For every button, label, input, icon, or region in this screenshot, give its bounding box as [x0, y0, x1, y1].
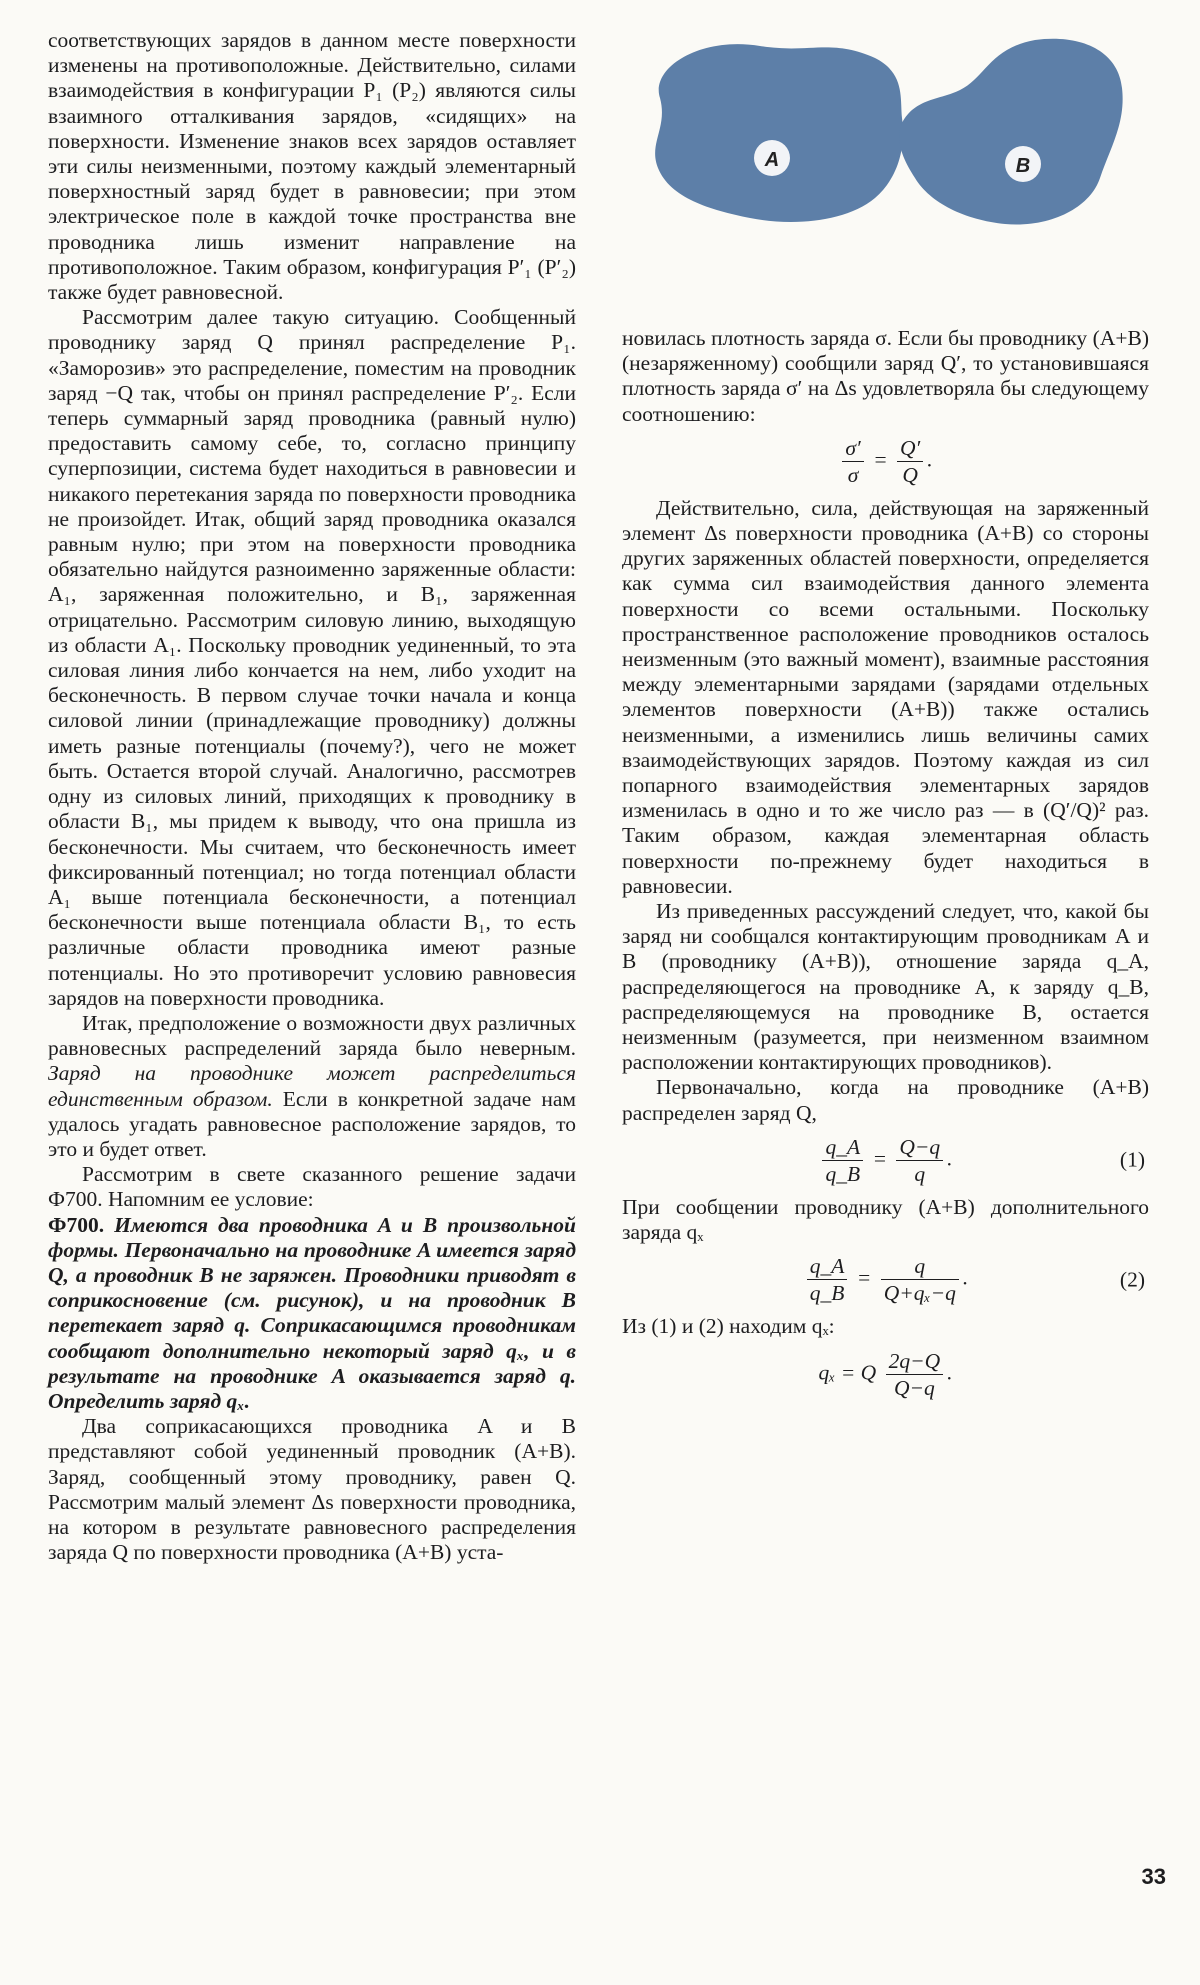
eq-numerator: 2q−Q: [886, 1348, 944, 1375]
problem-text: Имеются два проводника A и B произвольной формы. Первоначально на проводнике A имеется заряд Q, а проводник B не заряжен. Проводники приводят в соприкосновение (см. рисунок), и на проводник B перетекает заряд q. Соприкасающимся проводникам сообщают дополнительно некоторый заряд qₓ, и в результате на проводнике A оказывается заряд q. Определить заряд qₓ.: [48, 1212, 576, 1413]
label-b: B: [1015, 155, 1031, 177]
paragraph: Рассмотрим далее такую ситуацию. Сообщенный проводнику заряд Q принял распределение P₁. «Заморозив» это распределение, поместим на проводник заряд −Q так, чтобы он принял распределение P′₂. Если теперь суммарный заряд проводника (равный нулю) предоставить самому себе, то, согласно принципу суперпозиции, система будет находиться в равновесии и никакого перетекания заряда по поверхности проводника не произойдет. Итак, общий заряд проводника оказался равным нулю; при этом на поверхности проводника обязательно найдутся разноименно заряженные области: A₁, заряженная положительно, и B₁, заряженная отрицательно. Рассмотрим силовую линию, выходящую из области A₁. Поскольку проводник уединенный, то эта силовая линия либо кончается на нем, либо уходит на бесконечность. В первом случае точки начала и конца силовой линии (принадлежащие проводнику) должны иметь разные потенциалы (почему?), чего не может быть. Остается второй случай. Аналогично, рассмотрев одну из силовых линий, приходящих к проводнику в области B₁, мы придем к выводу, что она пришла из бесконечности. Мы считаем, что бесконечность имеет фиксированный потенциал; но тогда потенциал области A₁ выше потенциала бесконечности, а потенциал бесконечности выше потенциала области B₁, то есть различные области проводника имеют разные потенциалы. Но это противоречит условию равновесия зарядов на поверхности проводника.: [48, 305, 576, 1010]
eq-end: .: [927, 447, 933, 472]
equation-number: (2): [1119, 1267, 1145, 1292]
conductor-b-shape: [899, 39, 1122, 225]
eq-sign: =: [856, 1265, 872, 1290]
eq-factor: Q: [860, 1359, 877, 1384]
eq-denominator: q_B: [825, 1161, 861, 1186]
eq-numerator: q: [881, 1253, 959, 1280]
eq-end: .: [962, 1265, 969, 1290]
eq-denominator: q_B: [809, 1281, 845, 1306]
conductor-a-shape: [655, 44, 903, 222]
eq-end: .: [947, 1359, 953, 1384]
paragraph: Из приведенных рассуждений следует, что, какой бы заряд ни сообщался контактирующим проводникам A и B (проводнику (A+B)), отношение заряда q_A, распределяющегося на проводнике A, к заряду q_B, распределяющемуся на проводнике B, остается неизменным (разумеется, при неизменном взаимном расположении контактирующих проводников).: [622, 899, 1149, 1075]
paragraph: Действительно, сила, действующая на заряженный элемент Δs поверхности проводника (A+B) со стороны других заряженных областей поверхности, определяется как сумма сил взаимодействия данного элемента поверхности со всеми остальными. Поскольку пространственное расположение проводников осталось неизменным (это важный момент), взаимные расстояния между элементарными зарядами (зарядами отдельных элементов поверхности (A+B)) также остались неизменными, а изменились лишь величины самих взаимодействующих зарядов. Поэтому каждая из сил попарного взаимодействия элементарных зарядов изменилась в одно и то же число раз — в (Q′/Q)² раз. Таким образом, каждая элементарная область поверхности по-прежнему будет находиться в равновесии.: [622, 495, 1149, 898]
paragraph: [48, 1011, 576, 1162]
eq-denominator: Q−q: [893, 1375, 935, 1400]
eq-sign: =: [873, 447, 888, 472]
eq-denominator: Q+qₓ−q: [883, 1281, 956, 1306]
eq-numerator: q_A: [807, 1253, 848, 1280]
conductors-figure: [640, 28, 1140, 233]
equation-2: [622, 1253, 1149, 1306]
paragraph: соответствующих зарядов в данном месте поверхности изменены на противоположные. Действительно, силами взаимодействия в конфигурации P₁ (P₂) являются силы взаимного отталкивания зарядов, «сидящих» на поверхности. Изменение знаков всех зарядов оставляет эти силы неизменными, поэтому каждый элементарный поверхностный заряд будет в равновесии; при этом электрическое поле в каждой точке пространства вне проводника лишь изменит направление на противоположное. Таким образом, конфигурация P′₁ (P′₂) также будет равновесной.: [48, 28, 576, 305]
eq-denominator: σ: [847, 462, 859, 487]
eq-sign: =: [872, 1146, 887, 1171]
problem-label: Ф700.: [48, 1212, 105, 1237]
paragraph: новилась плотность заряда σ. Если бы проводнику (A+B) (незаряженному) сообщили заряд Q′, то установившаяся плотность заряда σ′ на Δs удовлетворяла бы следующему соотношению:: [622, 326, 1149, 426]
eq-numerator: σ′: [842, 435, 863, 462]
paragraph: Первоначально, когда на проводнике (A+B) распределен заряд Q,: [622, 1075, 1149, 1125]
paragraph: При сообщении проводнику (A+B) дополнительного заряда qₓ: [622, 1194, 1149, 1245]
page-number: 33: [1141, 1864, 1166, 1889]
paragraph: Два соприкасающихся проводника A и B представляют собой уединенный проводник (A+B). Заряд, сообщенный этому проводнику, равен Q. Рассмотрим малый элемент Δs поверхности проводника, на котором в результате равновесного распределения заряда Q по поверхности проводника (A+B) уста-: [48, 1414, 576, 1565]
equation-result: [622, 1348, 1149, 1401]
right-column: [622, 326, 1149, 1409]
eq-sign: =: [840, 1359, 856, 1384]
equation-number: (1): [1119, 1147, 1145, 1172]
eq-numerator: Q−q: [896, 1134, 943, 1161]
equation-density-ratio: [622, 435, 1149, 488]
eq-denominator: Q: [902, 462, 918, 487]
label-a: A: [764, 149, 780, 171]
eq-denominator: q: [914, 1161, 926, 1186]
left-column: [48, 28, 576, 1565]
paragraph: Из (1) и (2) находим qₓ:: [622, 1314, 835, 1339]
problem-statement: [48, 1213, 576, 1415]
eq-numerator: q_A: [822, 1134, 863, 1161]
paragraph: Рассмотрим в свете сказанного решение задачи Ф700. Напомним ее условие:: [48, 1162, 576, 1212]
eq-end: .: [947, 1146, 953, 1171]
text: Итак, предположение о возможности двух различных равновесных распределений заряда было неверным.: [48, 1010, 576, 1061]
text: Если в конкретной задаче нам удалось угадать равновесное расположение зарядов, то это и будет ответ.: [48, 1086, 577, 1161]
emphasis-text: Заряд на проводнике может распределиться единственным образом.: [48, 1061, 576, 1111]
eq-lhs: qₓ: [818, 1359, 836, 1384]
eq-numerator: Q′: [897, 435, 923, 462]
equation-1: [622, 1134, 1149, 1187]
